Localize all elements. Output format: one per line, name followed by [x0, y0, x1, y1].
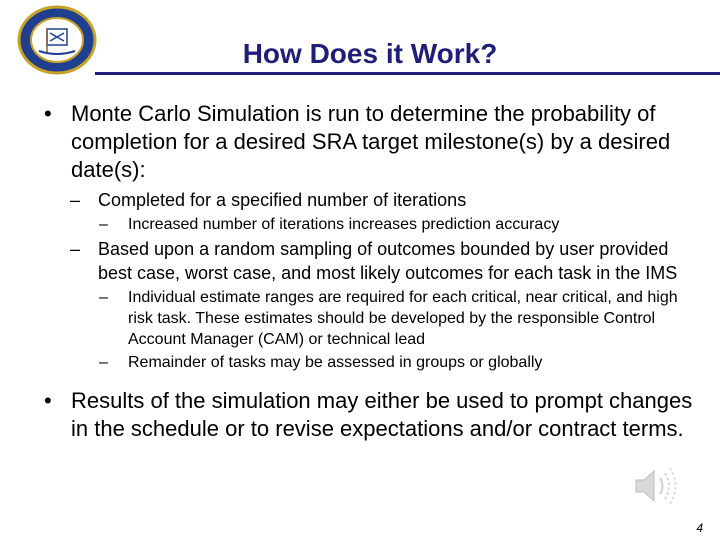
sub-bullet-item: [44, 188, 704, 212]
sub-bullet-item: [44, 237, 704, 285]
sub-sub-bullet-item: [44, 287, 704, 350]
sub-sub-bullet-item: [44, 214, 704, 235]
speaker-icon[interactable]: [630, 462, 684, 510]
bullet-item: [44, 100, 704, 184]
sub-sub-bullet-text: Increased number of iterations increases prediction accuracy: [128, 216, 560, 233]
bullet-list: [44, 100, 704, 447]
title-divider: [95, 72, 720, 75]
dash-marker: –: [99, 289, 108, 306]
dash-marker: –: [99, 354, 108, 371]
slide-title: How Does it Work?: [242, 38, 498, 69]
bullet-marker: •: [44, 388, 52, 413]
spacer: [44, 373, 704, 387]
sub-bullet-text: Based upon a random sampling of outcomes bounded by user provided best case, worst case, and most likely outcomes for each task in the IMS: [98, 239, 678, 283]
bullet-item: [44, 387, 704, 443]
sub-sub-bullet-text: Individual estimate ranges are required for each critical, near critical, and high risk task. These estimates should be developed by the responsible Control Account Manager (CAM) or technical lead: [128, 289, 678, 348]
dash-marker: –: [70, 190, 81, 210]
bullet-marker: •: [44, 101, 52, 126]
page-number: 4: [696, 521, 703, 535]
sub-bullet-text: Completed for a specified number of iterations: [98, 190, 467, 210]
bullet-text: Results of the simulation may either be used to prompt changes in the schedule or to revise expectations and/or contract terms.: [71, 388, 693, 441]
bullet-text: Monte Carlo Simulation is run to determine the probability of completion for a desired SRA target milestone(s) by a desired date(s):: [71, 101, 671, 182]
dash-marker: –: [70, 239, 81, 259]
sub-sub-bullet-text: Remainder of tasks may be assessed in groups or globally: [128, 354, 543, 371]
dash-marker: –: [99, 216, 108, 233]
sub-sub-bullet-item: [44, 352, 704, 373]
